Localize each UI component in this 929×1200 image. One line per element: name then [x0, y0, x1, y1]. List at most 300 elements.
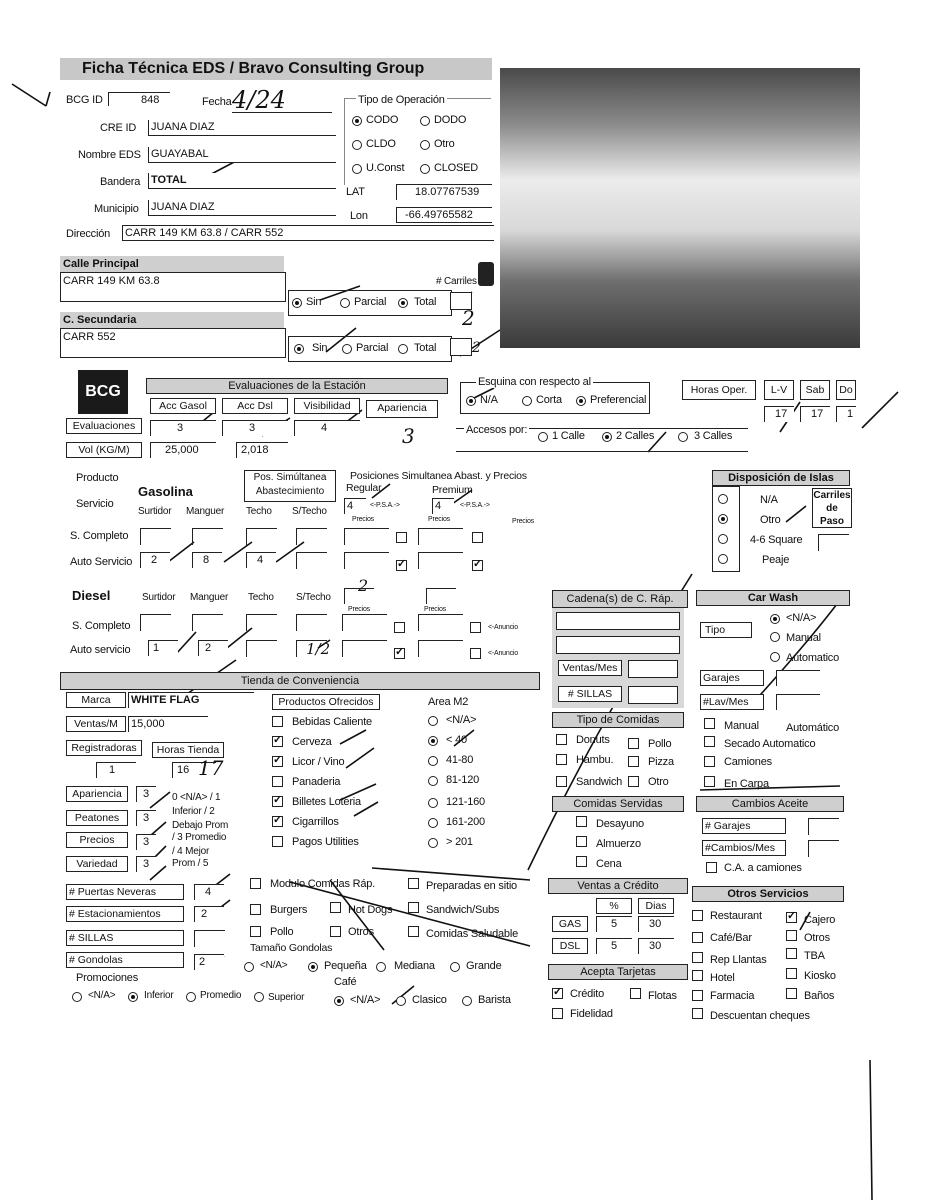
secundaria-parcial-label: Parcial [356, 342, 389, 354]
municipio-field[interactable]: JUANA DIAZ [148, 200, 336, 216]
aceite-camiones-label: C.A. a camiones [724, 862, 802, 874]
closed-radio[interactable] [420, 164, 430, 174]
cw-manual-label: Manual [724, 720, 759, 732]
disp-otro-radio[interactable] [718, 514, 728, 524]
cw-manual-chk[interactable] [704, 718, 715, 729]
prod-billetes-chk[interactable] [272, 796, 283, 807]
regular-label: Regular [346, 482, 382, 494]
secundaria-parcial-radio[interactable] [342, 344, 352, 354]
os-otros-chk[interactable] [786, 930, 797, 941]
tarjeta-fidelidad-chk[interactable] [552, 1008, 563, 1019]
hotdogs-chk[interactable] [330, 902, 341, 913]
area-na-label: <N/A> [446, 714, 477, 726]
accesos-3calles-radio[interactable] [678, 432, 688, 442]
regular-psa-label: <-P.S.A.-> [370, 502, 400, 509]
gas-techo-col: Techo [246, 506, 272, 517]
otro-radio[interactable] [420, 140, 430, 150]
codo-radio[interactable] [352, 116, 362, 126]
secundaria-total-radio[interactable] [398, 344, 408, 354]
gas-stecho-col: S/Techo [292, 506, 327, 517]
estac-field[interactable]: 2 [194, 906, 224, 922]
os-cajero-label: Cajero [804, 914, 836, 926]
dsl-auto-chk-2[interactable] [470, 648, 481, 659]
dsl-sc-manguer[interactable] [192, 614, 223, 631]
lav-mes-field[interactable] [776, 694, 820, 710]
gas-surtidor-col: Surtidor [138, 506, 172, 517]
lon-field[interactable]: -66.49765582 [396, 207, 492, 223]
tamano-na-label: <N/A> [260, 960, 288, 971]
secundaria-carriles-field[interactable] [450, 338, 472, 356]
secundaria-sin-label: Sin [312, 342, 328, 354]
accesos-label: Accesos por: [466, 424, 528, 436]
municipio-label: Municipio [94, 203, 139, 215]
uconst-radio[interactable] [352, 164, 362, 174]
aceite-garajes-label: # Garajes [702, 818, 786, 834]
dsl-sc-anuncio: <-Anuncio [488, 624, 518, 631]
desayuno-chk[interactable] [576, 816, 587, 827]
gas-sc-techo[interactable] [246, 528, 277, 545]
sandwich-subs-chk[interactable] [408, 902, 419, 913]
carriles-paso-field[interactable] [818, 534, 849, 551]
variedad-field[interactable]: 3 [136, 856, 156, 872]
garajes-label: Garajes [700, 670, 764, 686]
horas-dom-col: Do [836, 380, 856, 400]
tienda-sillas-label: # SILLAS [66, 930, 184, 946]
almuerzo-chk[interactable] [576, 836, 587, 847]
promo-inferior-label: Inferior [144, 990, 174, 1001]
accesos-2calles-radio[interactable] [602, 432, 612, 442]
tamano-mediana-radio[interactable] [376, 962, 386, 972]
dsl-auto-chk-1[interactable] [394, 648, 405, 659]
marca-field[interactable]: WHITE FLAG [128, 692, 254, 708]
sandwich-chk[interactable] [556, 776, 567, 787]
pos-precios-label: Posiciones Simultanea Abast. y Precios [350, 470, 527, 482]
vol-gasol[interactable]: 25,000 [150, 442, 216, 458]
uconst-label: U.Const [366, 162, 405, 174]
cadena-ventas-field[interactable] [628, 660, 678, 678]
regular-psa-field[interactable]: 4 [344, 498, 366, 514]
promo-promedio-label: Promedio [200, 990, 242, 1001]
area-81-label: 81-120 [446, 774, 480, 786]
promo-superior-label: Superior [268, 992, 305, 1003]
principal-sin-radio[interactable] [292, 298, 302, 308]
tamano-grande-radio[interactable] [450, 962, 460, 972]
otro-comida-chk[interactable] [628, 776, 639, 787]
legend-4: / 4 Mejor [172, 846, 210, 857]
cadena-sillas-label: # SILLAS [558, 686, 622, 702]
horas-sab[interactable]: 17 [800, 406, 830, 422]
estac-label: # Estacionamientos [66, 906, 184, 922]
prod-licor-chk[interactable] [272, 756, 283, 767]
modulo-label: Modulo Comidas Ráp. [270, 878, 376, 890]
cw-camiones-label: Camiones [724, 756, 772, 768]
otros-servicios-header: Otros Servicios [692, 886, 844, 902]
promo-na-radio[interactable] [72, 992, 82, 1002]
nombre-eds-field[interactable]: GUAYABAL [148, 147, 336, 163]
disp-peaje-radio[interactable] [718, 554, 728, 564]
dsl-stecho-col: S/Techo [296, 592, 331, 603]
horas-lv-col: L-V [764, 380, 794, 400]
carwash-header: Car Wash [696, 590, 850, 606]
dsl-auto-techo[interactable] [246, 640, 277, 657]
os-tba-label: TBA [804, 950, 825, 962]
cw-carpa-label: En Carpa [724, 778, 769, 790]
dsl-sc-precio-1[interactable] [342, 614, 387, 631]
gas-sc-stecho[interactable] [296, 528, 327, 545]
prod-panaderia-label: Panaderia [292, 776, 341, 788]
tarjeta-flotas-chk[interactable] [630, 988, 641, 999]
gas-sc-precio-prem[interactable] [418, 528, 463, 545]
secundaria-carriles-hand: 2 [472, 340, 481, 356]
os-cheques-chk[interactable] [692, 1008, 703, 1019]
marca-label: Marca [66, 692, 126, 708]
acepta-tarjetas-header: Acepta Tarjetas [548, 964, 688, 980]
prod-cerveza-chk[interactable] [272, 736, 283, 747]
premium-psa-label: <-P.S.A.-> [460, 502, 490, 509]
disp-na-radio[interactable] [718, 494, 728, 504]
area-121-label: 121-160 [446, 796, 485, 808]
direccion-label: Dirección [66, 228, 111, 240]
carwash-manual-radio[interactable] [770, 632, 780, 642]
premium-psa-field[interactable]: 4 [432, 498, 454, 514]
credito-gas-dias[interactable]: 30 [638, 916, 674, 932]
carwash-auto-radio[interactable] [770, 652, 780, 662]
otro-label: Otro [434, 138, 455, 150]
cw-carpa-chk[interactable] [704, 776, 715, 787]
esquina-corta-radio[interactable] [522, 396, 532, 406]
ventas-m-field[interactable]: 15,000 [128, 716, 208, 732]
dsl-sc-stecho[interactable] [296, 614, 327, 631]
area-161-label: 161-200 [446, 816, 485, 828]
prod-panaderia-chk[interactable] [272, 776, 283, 787]
hambu-chk[interactable] [556, 754, 567, 765]
os-tba-chk[interactable] [786, 948, 797, 959]
horas-dom[interactable]: 1 [836, 406, 856, 422]
cafe-na-radio[interactable] [334, 996, 344, 1006]
gas-manguer-col: Manguer [186, 506, 225, 517]
prod-pagos-label: Pagos Utilities [292, 836, 359, 848]
area-201-label: > 201 [446, 836, 473, 848]
area-161-radio[interactable] [428, 818, 438, 828]
productos-header: Productos Ofrecidos [272, 694, 380, 710]
dsl-sc-chk-2[interactable] [470, 622, 481, 633]
credito-gas-pct[interactable]: 5 [596, 916, 632, 932]
aceite-garajes-field[interactable] [808, 818, 839, 835]
pollo-chk[interactable] [250, 926, 261, 937]
tamano-na-radio[interactable] [244, 962, 254, 972]
donuts-chk[interactable] [556, 734, 567, 745]
precios-2: Precios [428, 516, 450, 523]
gas-sc-precio-reg[interactable] [344, 528, 389, 545]
carriles-paso-label: Carriles de Paso [813, 490, 851, 527]
prod-cigarrillos-label: Cigarrillos [292, 816, 339, 828]
calle-secundaria-header: C. Secundaria [60, 312, 284, 328]
hambu-label: Hambu. [576, 754, 614, 766]
cadena-header: Cadena(s) de C. Ráp. [552, 590, 688, 608]
esquina-preferencial-label: Preferencial [590, 394, 647, 406]
dsl-auto-stecho-hand: 1/2 [306, 640, 331, 658]
cena-label: Cena [596, 858, 622, 870]
cadena-sillas-field[interactable] [628, 686, 678, 704]
producto-label: Producto [76, 472, 119, 484]
pos-simultanea-box: Pos. Simúltanea Abastecimiento [244, 470, 336, 502]
peatones-field[interactable]: 3 [136, 810, 156, 826]
ventas-credito-header: Ventas a Crédito [548, 878, 688, 894]
os-restaurant-chk[interactable] [692, 910, 703, 921]
legend-0: 0 <N/A> / 1 [172, 792, 221, 803]
prod-bebidas-chk[interactable] [272, 716, 283, 727]
credito-dias-col: Dias [638, 898, 674, 914]
lat-label: LAT [346, 186, 365, 198]
disp-square-label: 4-6 Square [750, 534, 803, 546]
principal-total-radio[interactable] [398, 298, 408, 308]
gas-sc-manguer[interactable] [192, 528, 223, 545]
gas-auto-chk-1[interactable] [396, 560, 407, 571]
esquina-preferencial-radio[interactable] [576, 396, 586, 406]
eval-apariencia: 3 [402, 424, 415, 448]
codo-label: CODO [366, 114, 399, 126]
lat-field[interactable]: 18.07767539 [396, 184, 492, 200]
tienda-sillas-field[interactable] [194, 930, 225, 947]
gas-s-completo-label: S. Completo [70, 530, 129, 542]
evaluaciones-header: Evaluaciones de la Estación [146, 378, 448, 394]
prod-billetes-label: Billetes Loteria [292, 796, 361, 808]
modulo-chk[interactable] [250, 878, 261, 889]
horas-tienda-label: Horas Tienda [152, 742, 224, 758]
esquina-na-radio[interactable] [466, 396, 476, 406]
credito-dsl-dias[interactable]: 30 [638, 938, 674, 954]
dsl-psa-hand: 2 [358, 576, 369, 595]
gas-auto-techo[interactable]: 4 [246, 552, 276, 568]
vol-row-label: Vol (KG/M) [66, 442, 142, 458]
cre-id-field[interactable]: JUANA DIAZ [148, 120, 336, 136]
aceite-cambios-label: #Cambios/Mes [702, 840, 786, 856]
cw-secado-chk[interactable] [704, 736, 715, 747]
gas-auto-stecho[interactable] [296, 552, 327, 569]
os-farmacia-label: Farmacia [710, 990, 755, 1002]
cafe-clasico-label: Clasico [412, 994, 447, 1006]
prod-pagos-chk[interactable] [272, 836, 283, 847]
dsl-psa-field-2[interactable] [426, 588, 456, 604]
preparadas-label: Preparadas en sitio [426, 880, 517, 892]
registradoras-field[interactable]: 1 [96, 762, 136, 778]
puertas-field[interactable]: 4 [194, 884, 224, 900]
bcg-id-label: BCG ID [66, 94, 103, 106]
otros-chk[interactable] [330, 926, 341, 937]
preparadas-chk[interactable] [408, 878, 419, 889]
saludable-chk[interactable] [408, 926, 419, 937]
carriles-label: # Carriles [436, 276, 477, 287]
os-cafe-label: Café/Bar [710, 932, 752, 944]
gondolas-field[interactable]: 2 [194, 954, 224, 970]
area-40-label: < 40 [446, 734, 467, 746]
donuts-label: Donuts [576, 734, 610, 746]
precios-field[interactable]: 3 [136, 834, 156, 850]
bandera-field[interactable]: TOTAL [148, 173, 336, 189]
dsl-sc-chk-1[interactable] [394, 622, 405, 633]
burgers-chk[interactable] [250, 904, 261, 915]
dsl-sc-precio-2[interactable] [418, 614, 463, 631]
os-hotel-label: Hotel [710, 972, 735, 984]
promo-na-label: <N/A> [88, 990, 116, 1001]
gas-auto-precio-reg[interactable] [344, 552, 389, 569]
dodo-radio[interactable] [420, 116, 430, 126]
area-121-radio[interactable] [428, 798, 438, 808]
tarjeta-credito-label: Crédito [570, 988, 605, 1000]
sandwich-label: Sandwich [576, 776, 623, 788]
eval-acc-gasol[interactable]: 3 [150, 420, 216, 436]
cldo-label: CLDO [366, 138, 396, 150]
bcg-id-field[interactable]: 848 [108, 92, 170, 106]
os-llantas-chk[interactable] [692, 952, 703, 963]
horas-sab-col: Sab [800, 380, 830, 400]
area-41-radio[interactable] [428, 756, 438, 766]
calle-secundaria-field[interactable]: CARR 552 [60, 328, 286, 358]
vol-dsl[interactable]: 2,018 [236, 442, 288, 458]
legend-1: Inferior / 2 [172, 806, 215, 817]
tamano-grande-label: Grande [466, 960, 502, 972]
tarjeta-credito-chk[interactable] [552, 988, 563, 999]
cafe-na-label: <N/A> [350, 994, 381, 1006]
dsl-auto-precio-1[interactable] [342, 640, 387, 657]
apariencia-field[interactable]: 3 [136, 786, 156, 802]
dsl-auto-precio-2[interactable] [418, 640, 463, 657]
promociones-label: Promociones [76, 972, 138, 984]
tamano-pequena-label: Pequeña [324, 960, 367, 972]
credito-dsl-pct[interactable]: 5 [596, 938, 632, 954]
carwash-auto-label: Automatico [786, 652, 840, 664]
gas-auto-precio-prem[interactable] [418, 552, 463, 569]
nombre-eds-label: Nombre EDS [78, 149, 141, 161]
cadena-field-1[interactable] [556, 612, 680, 630]
area-m2-label: Area M2 [428, 696, 469, 708]
aceite-cambios-field[interactable] [808, 840, 839, 857]
ventas-m-label: Ventas/M [66, 716, 126, 732]
horas-lv[interactable]: 17 [764, 406, 794, 422]
dsl-surtidor-col: Surtidor [142, 592, 176, 603]
eval-acc-dsl[interactable]: 3 [222, 420, 288, 436]
principal-parcial-radio[interactable] [340, 298, 350, 308]
apariencia-label: Apariencia [66, 786, 128, 802]
principal-sin-label: Sin [306, 296, 322, 308]
dsl-auto-manguer[interactable]: 2 [198, 640, 228, 656]
dsl-sc-surtidor[interactable] [140, 614, 171, 631]
accesos-1calle-radio[interactable] [538, 432, 548, 442]
promo-superior-radio[interactable] [254, 992, 264, 1002]
dsl-auto-surtidor[interactable]: 1 [148, 640, 178, 656]
tamano-pequena-radio[interactable] [308, 962, 318, 972]
dsl-s-completo-label: S. Completo [72, 620, 131, 632]
cafe-barista-radio[interactable] [462, 996, 472, 1006]
servicio-label: Servicio [76, 498, 114, 510]
os-hotel-chk[interactable] [692, 970, 703, 981]
esquina-corta-label: Corta [536, 394, 562, 406]
diesel-title: Diesel [72, 588, 111, 603]
cena-chk[interactable] [576, 856, 587, 867]
gondolas-label: # Gondolas [66, 952, 184, 968]
horas-tienda-hand: 17 [198, 756, 224, 780]
cw-camiones-chk[interactable] [704, 756, 715, 767]
cadena-field-2[interactable] [556, 636, 680, 654]
prod-bebidas-label: Bebidas Caliente [292, 716, 372, 728]
dsl-manguer-col: Manguer [190, 592, 229, 603]
promo-promedio-radio[interactable] [186, 992, 196, 1002]
gas-auto-surtidor[interactable]: 2 [140, 552, 170, 568]
tarjeta-flotas-label: Flotas [648, 990, 677, 1002]
pollo-comida-label: Pollo [648, 738, 672, 750]
gas-auto-chk-2[interactable] [472, 560, 483, 571]
os-cafe-chk[interactable] [692, 932, 703, 943]
area-40-radio[interactable] [428, 736, 438, 746]
area-81-radio[interactable] [428, 776, 438, 786]
os-llantas-label: Rep Llantas [710, 954, 767, 966]
os-kiosko-label: Kiosko [804, 970, 836, 982]
secundaria-total-label: Total [414, 342, 437, 354]
pollo-label: Pollo [270, 926, 294, 938]
esquina-label: Esquina con respecto al [478, 376, 591, 388]
evaluaciones-row-label: Evaluaciones [66, 418, 142, 434]
cafe-clasico-radio[interactable] [396, 996, 406, 1006]
os-banos-chk[interactable] [786, 988, 797, 999]
dsl-precios-1: Precios [348, 606, 370, 613]
garajes-field[interactable] [776, 670, 820, 686]
gas-auto-manguer[interactable]: 8 [192, 552, 222, 568]
horas-tienda-field[interactable]: 16 [172, 762, 216, 778]
dsl-auto-label: Auto servicio [70, 644, 131, 656]
gas-sc-surtidor[interactable] [140, 528, 171, 545]
direccion-field[interactable]: CARR 149 KM 63.8 / CARR 552 [122, 225, 494, 241]
area-201-radio[interactable] [428, 838, 438, 848]
lav-mes-label: #Lav/Mes [700, 694, 764, 710]
credito-pct-col: % [596, 898, 632, 914]
prod-cigarrillos-chk[interactable] [272, 816, 283, 827]
calle-principal-field[interactable]: CARR 149 KM 63.8 [60, 272, 286, 302]
os-farmacia-chk[interactable] [692, 990, 703, 1001]
carwash-na-radio[interactable] [770, 614, 780, 624]
os-kiosko-chk[interactable] [786, 968, 797, 979]
secundaria-sin-radio[interactable] [294, 344, 304, 354]
acc-gasol-col: Acc Gasol [150, 398, 216, 414]
burgers-label: Burgers [270, 904, 308, 916]
tienda-header: Tienda de Conveniencia [60, 672, 540, 690]
carwash-na-label: <N/A> [786, 612, 817, 624]
os-cajero-chk[interactable] [786, 912, 797, 923]
dsl-sc-techo[interactable] [246, 614, 277, 631]
pizza-chk[interactable] [628, 756, 639, 767]
disp-na-label: N/A [760, 494, 778, 506]
horas-oper-label: Horas Oper. [682, 380, 756, 400]
bcg-logo: BCG [78, 370, 128, 414]
accesos-3calles-label: 3 Calles [694, 430, 733, 442]
otro-comida-label: Otro [648, 776, 669, 788]
saludable-label: Comidas Saludable [426, 928, 518, 940]
eval-visibilidad[interactable]: 4 [294, 420, 360, 436]
gas-sc-chk-1[interactable] [396, 532, 407, 543]
cldo-radio[interactable] [352, 140, 362, 150]
esquina-na-label: N/A [480, 394, 498, 406]
traffic-light-icon [478, 262, 494, 286]
os-restaurant-label: Restaurant [710, 910, 762, 922]
gas-auto-label: Auto Servicio [70, 556, 133, 568]
aceite-camiones-chk[interactable] [706, 862, 717, 873]
form-title: Ficha Técnica EDS / Bravo Consulting Group [60, 58, 492, 80]
pollo-comida-chk[interactable] [628, 738, 639, 749]
cadena-ventas-label: Ventas/Mes [558, 660, 622, 676]
promo-inferior-radio[interactable] [128, 992, 138, 1002]
gas-sc-chk-2[interactable] [472, 532, 483, 543]
area-na-radio[interactable] [428, 716, 438, 726]
disp-square-radio[interactable] [718, 534, 728, 544]
